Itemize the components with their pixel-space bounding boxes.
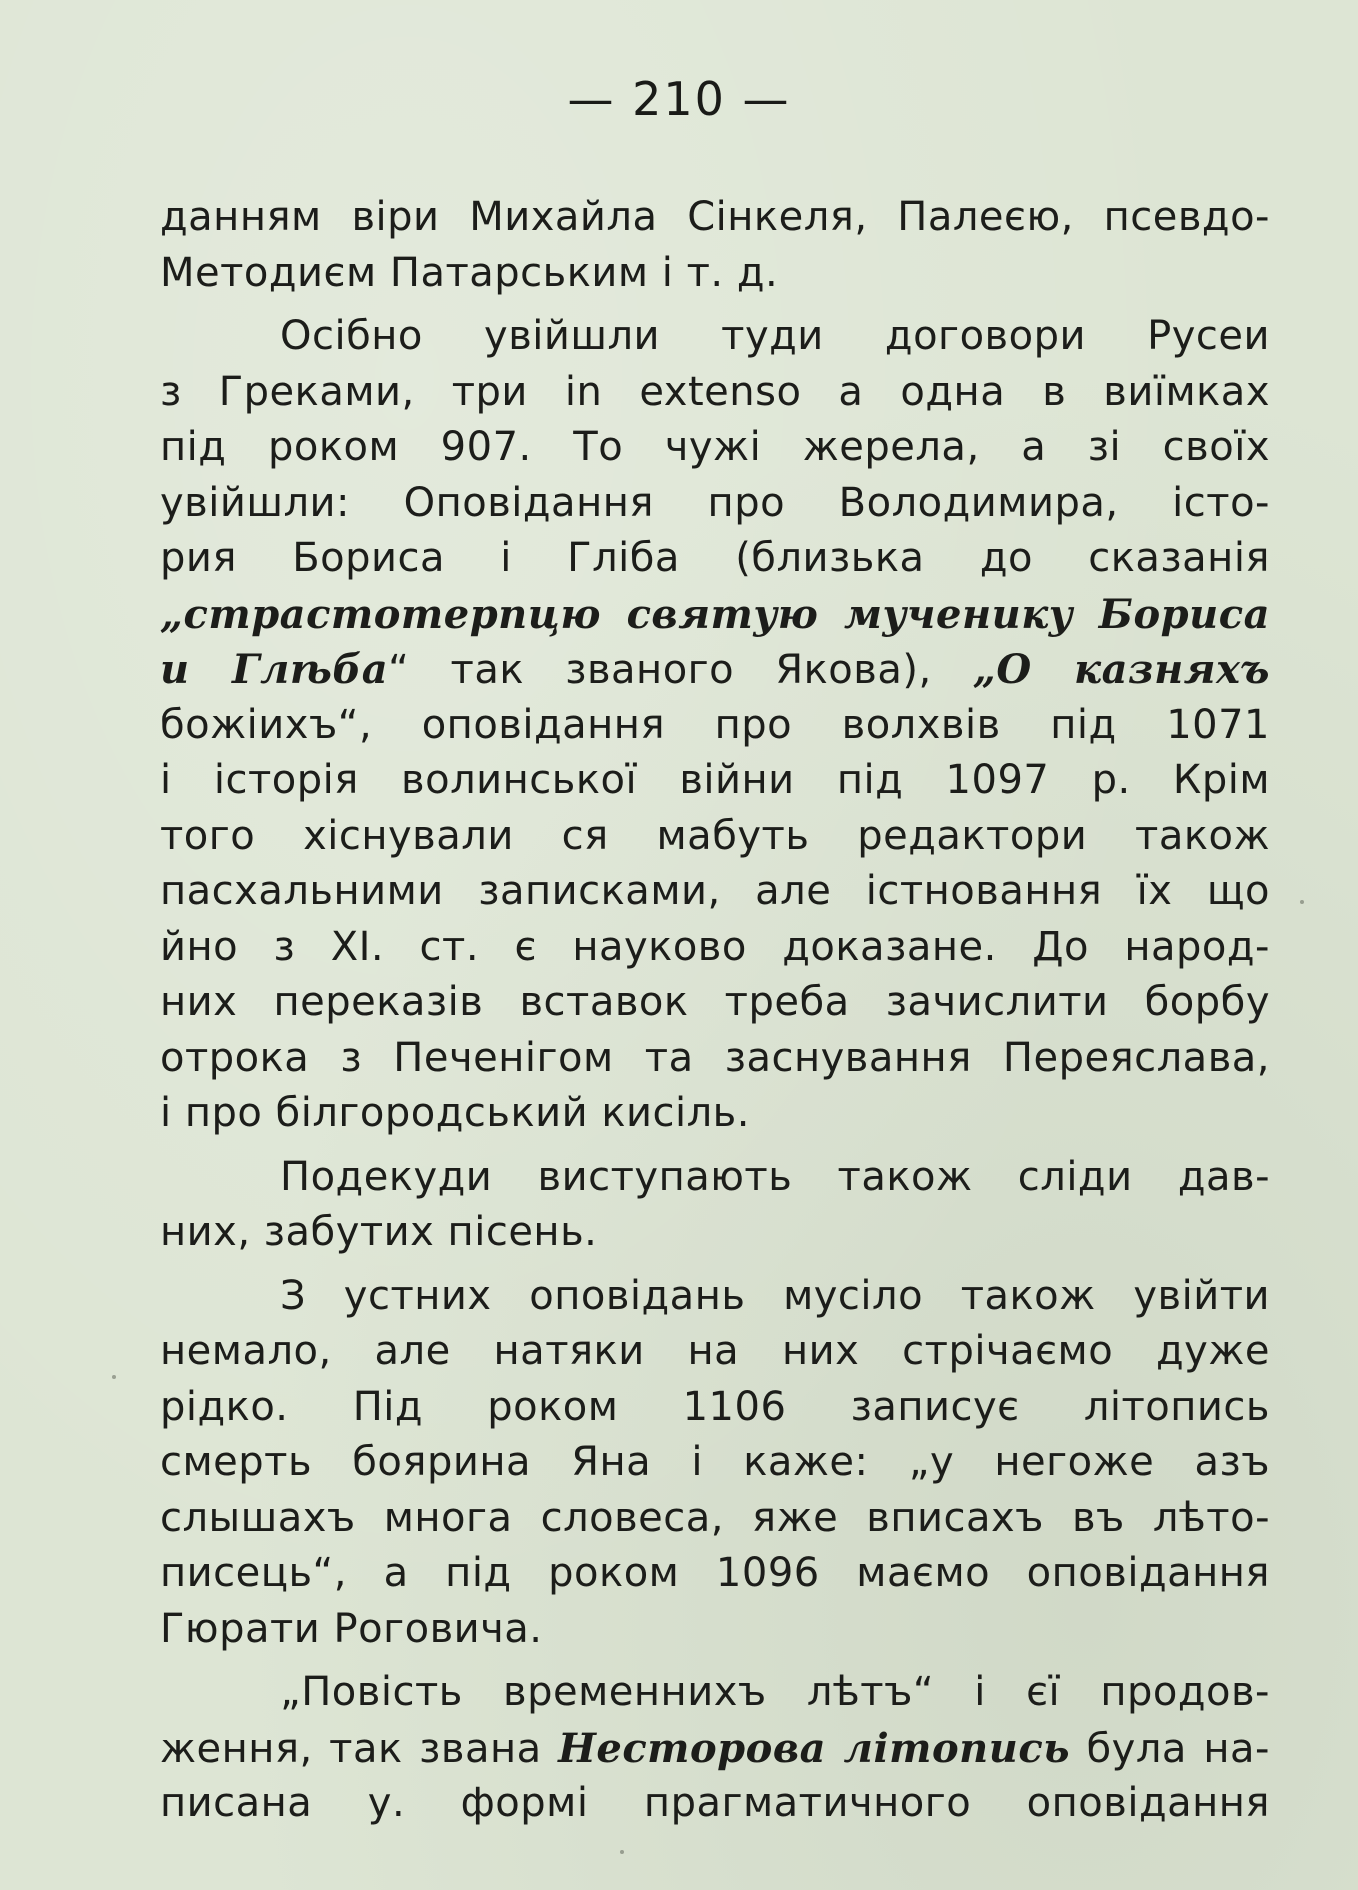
text-line: [160, 190, 1270, 246]
text-segment: ження, так звана: [160, 1725, 559, 1772]
text-line: [160, 1546, 1270, 1602]
text-segment: того хіснували ся мабуть редактори також: [160, 812, 1270, 859]
text-segment: З устних оповідань мусіло також увійти: [280, 1272, 1270, 1319]
text-line: [160, 1776, 1270, 1832]
paragraph: [160, 1269, 1270, 1658]
text-line: [160, 309, 1270, 365]
text-line: [160, 1269, 1270, 1325]
paragraph: [160, 1665, 1270, 1832]
text-line: [160, 1721, 1270, 1777]
text-line: [160, 246, 1270, 302]
text-line: [160, 864, 1270, 920]
text-line: [160, 809, 1270, 865]
text-segment: рия Бориса і Гліба (близька до сказанія: [160, 535, 1270, 581]
text-line: [160, 1205, 1270, 1261]
text-segment: рідко. Під роком 1106 записує літопись: [160, 1383, 1270, 1430]
text-line: [160, 1665, 1270, 1721]
text-segment: „Повість временнихъ лѣтъ“ і єї продов-: [280, 1669, 1270, 1715]
paper-speck: [112, 1375, 116, 1379]
text-segment: пасхальними записками, але істновання їх що: [160, 868, 1270, 914]
page-number: — 210 —: [567, 72, 791, 126]
text-line: [160, 698, 1270, 754]
text-segment: немало, але натяки на них стрічаємо дуже: [160, 1328, 1270, 1374]
italic-text: и Глѣба: [160, 646, 389, 693]
body-text: [160, 190, 1270, 1832]
paragraph-gap: [160, 1142, 1270, 1150]
italic-text: „О казняхъ: [972, 646, 1270, 693]
text-line: [160, 975, 1270, 1031]
paper-speck: [1300, 900, 1304, 904]
text-segment: була на-: [1070, 1725, 1270, 1772]
paragraph-gap: [160, 1261, 1270, 1269]
text-segment: йно з XI. ст. є науково доказане. До народ-: [160, 923, 1270, 970]
text-line: [160, 920, 1270, 976]
text-segment: і про білгородський кисіль.: [160, 1090, 750, 1136]
text-segment: Подекуди виступають також сліди дав-: [280, 1153, 1270, 1200]
text-line: [160, 1150, 1270, 1206]
text-segment: отрока з Печенігом та заснування Переяслава,: [160, 1034, 1270, 1081]
paragraph-gap: [160, 1657, 1270, 1665]
paragraph: [160, 190, 1270, 301]
text-segment: Методиєм Патарським і т. д.: [160, 249, 779, 296]
text-line: [160, 587, 1270, 643]
text-line: [160, 1380, 1270, 1436]
text-segment: писець“, а під роком 1096 маємо оповідання: [160, 1550, 1270, 1596]
text-line: [160, 1602, 1270, 1658]
paragraph: [160, 1150, 1270, 1261]
text-segment: них, забутих пісень.: [160, 1209, 598, 1255]
text-segment: увійшли: Оповідання про Володимира, істо-: [160, 479, 1270, 526]
text-line: [160, 1086, 1270, 1142]
text-segment: Гюрати Роговича.: [160, 1605, 543, 1652]
text-line: [160, 476, 1270, 532]
text-segment: данням віри Михайла Сінкеля, Палеєю, псевдо-: [160, 194, 1270, 240]
text-line: [160, 1324, 1270, 1380]
text-segment: смерть боярина Яна і каже: „у негоже азъ: [160, 1439, 1270, 1485]
paragraph: [160, 309, 1270, 1142]
text-segment: божіихъ“, оповідання про волхвів під 1071: [160, 701, 1270, 748]
text-segment: Осібно увійшли туди договори Русеи: [280, 313, 1270, 359]
text-segment: з Греками, три in extenso а одна в виїмках: [160, 368, 1270, 415]
text-line: [160, 420, 1270, 476]
text-line: [160, 1491, 1270, 1547]
italic-text: Несторова літопись: [558, 1724, 1071, 1772]
text-segment: писана у. формі прагматичного оповідання: [160, 1780, 1270, 1826]
italic-text: „страстотерпцю святую мученику Бориса: [160, 590, 1270, 638]
text-segment: під роком 907. То чужі жерела, а зі своїх: [160, 424, 1270, 470]
text-segment: і історія волинської війни під 1097 р. Крім: [160, 757, 1270, 803]
text-line: [160, 531, 1270, 587]
text-line: [160, 1435, 1270, 1491]
text-segment: слышахъ многа словеса, яже вписахъ въ лѣто-: [160, 1494, 1270, 1541]
text-line: [160, 753, 1270, 809]
paragraph-gap: [160, 301, 1270, 309]
paper-speck: [620, 1850, 624, 1854]
text-line: [160, 642, 1270, 698]
text-segment: “ так званого Якова),: [388, 647, 973, 693]
text-line: [160, 365, 1270, 421]
text-segment: них переказів вставок треба зачислити борбу: [160, 979, 1270, 1025]
text-line: [160, 1031, 1270, 1087]
